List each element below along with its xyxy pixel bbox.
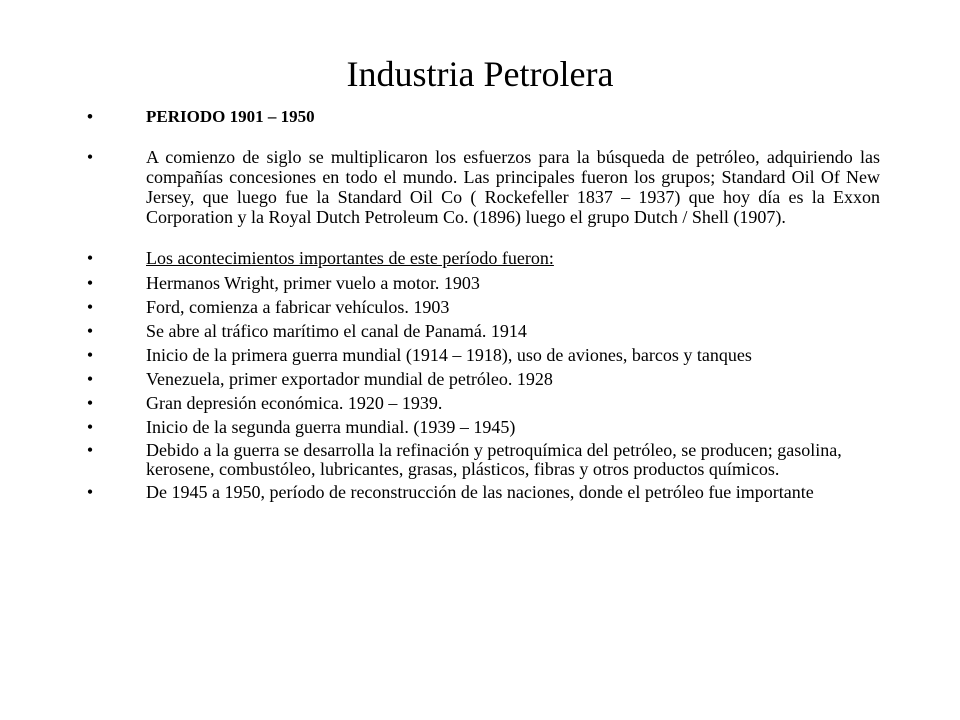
bullet-text: Debido a la guerra se desarrolla la refinación y petroquímica del petróleo, se producen; gasolina, kerosene, combustóleo, lubricantes, grasas, plásticos, fibras y otros productos químicos. [146, 440, 842, 479]
bullet-item-period [80, 107, 880, 127]
bullet-icon: • [86, 248, 94, 268]
bullet-text: Gran depresión económica. 1920 – 1939. [146, 393, 443, 413]
bullet-icon: • [86, 321, 94, 341]
bullet-item-intro-paragraph [80, 147, 880, 227]
bullet-text: Ford, comienza a fabricar vehículos. 1903 [146, 297, 450, 317]
bullet-icon: • [86, 345, 94, 365]
bullet-item [80, 417, 880, 437]
bullet-item-events-heading [80, 247, 880, 269]
bullet-text: Inicio de la primera guerra mundial (1914 – 1918), uso de aviones, barcos y tanques [146, 345, 752, 365]
bullet-icon: • [86, 440, 94, 460]
bullet-text: Se abre al tráfico marítimo el canal de Panamá. 1914 [146, 321, 527, 341]
bullet-icon: • [86, 273, 94, 293]
bullet-text: Inicio de la segunda guerra mundial. (1939 – 1945) [146, 417, 516, 437]
bullet-list [80, 104, 880, 502]
bullet-text: Venezuela, primer exportador mundial de petróleo. 1928 [146, 369, 553, 389]
slide-title: Industria Petrolera [346, 54, 614, 94]
bullet-icon: • [87, 107, 93, 126]
bullet-item [80, 345, 880, 365]
bullet-item [80, 441, 880, 479]
bullet-text: Los acontecimientos importantes de este período fueron: [146, 248, 554, 268]
bullet-icon: • [86, 147, 94, 167]
bullet-icon: • [86, 482, 94, 502]
bullet-item [80, 273, 880, 293]
bullet-item [80, 393, 880, 413]
bullet-text: De 1945 a 1950, período de reconstrucción de las naciones, donde el petróleo fue importante [146, 482, 814, 502]
bullet-text: PERIODO 1901 – 1950 [146, 107, 315, 126]
bullet-icon: • [86, 369, 94, 389]
bullet-text: Hermanos Wright, primer vuelo a motor. 1903 [146, 273, 480, 293]
bullet-item [80, 369, 880, 389]
bullet-icon: • [86, 417, 94, 437]
bullet-item [80, 297, 880, 317]
bullet-item [80, 321, 880, 341]
bullet-text: A comienzo de siglo se multiplicaron los esfuerzos para la búsqueda de petróleo, adquiriendo las compañías concesiones en todo el mundo. Las principales fueron los grupos; Standard Oil Of New Jersey, que luego fue la Standard Oil Co ( Rockefeller 1837 – 1937) que hoy día es la Exxon Corporation y la Royal Dutch Petroleum Co. (1896) luego el grupo Dutch / Shell (1907). [146, 147, 880, 227]
bullet-item [80, 483, 880, 502]
bullet-icon: • [86, 393, 94, 413]
bullet-icon: • [86, 297, 94, 317]
